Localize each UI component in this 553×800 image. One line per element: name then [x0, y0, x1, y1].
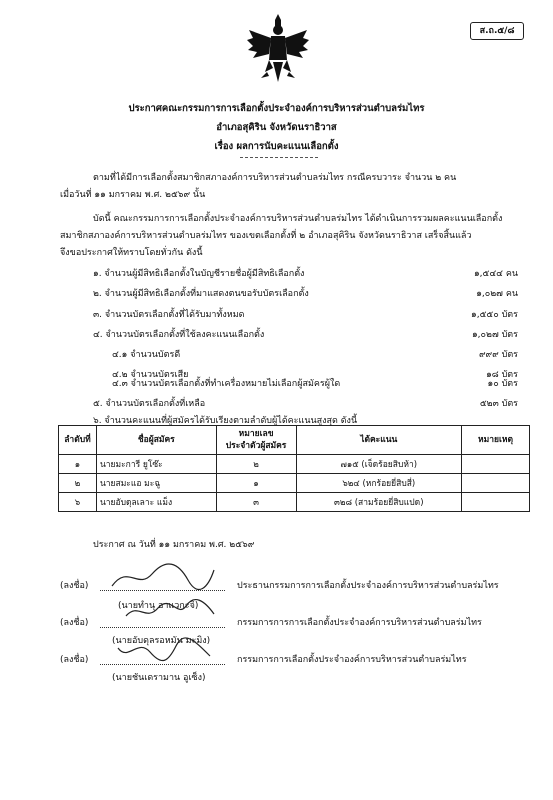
- item-value: ๑,๕๕๐ บัตร: [471, 310, 518, 320]
- cell-rank: ๑: [59, 455, 97, 474]
- intro-paragraph-2-line-3: จึงขอประกาศให้ทราบโดยทั่วกัน ดังนี้: [60, 248, 203, 258]
- signature-prefix: (ลงชื่อ): [60, 618, 89, 628]
- item-label: ๓. จำนวนบัตรเลือกตั้งที่ได้รับมาทั้งหมด: [93, 310, 245, 320]
- item-value: ๑,๕๔๔ คน: [473, 269, 518, 279]
- announce-date: ประกาศ ณ วันที่ ๑๑ มกราคม พ.ศ. ๒๕๖๙: [93, 540, 255, 550]
- item-label: ๒. จำนวนผู้มีสิทธิเลือกตั้งที่มาแสดงตนขอรับบัตรเลือกตั้ง: [93, 289, 309, 299]
- announcement-title: ประกาศคณะกรรมการการเลือกตั้งประจำองค์การบริหารส่วนตำบลร่มไทร: [128, 103, 425, 114]
- cell-remark: [462, 474, 530, 493]
- cell-remark: [462, 455, 530, 474]
- handwritten-signature: [114, 634, 214, 666]
- col-votes-header: ได้คะแนน: [296, 426, 462, 455]
- item-label: ๔.๑ จำนวนบัตรดี: [112, 350, 181, 360]
- item-value: ๑,๐๒๗ บัตร: [471, 330, 518, 340]
- header-separator: [240, 157, 318, 158]
- item-value: ๑๐ บัตร: [487, 379, 518, 389]
- signature-name: (นายชันเดรามาน อูเซ็ง): [112, 673, 206, 683]
- col-remark-header: หมายเหตุ: [462, 426, 530, 455]
- col-name-header: ชื่อผู้สมัคร: [96, 426, 216, 455]
- item-label: ๑. จำนวนผู้มีสิทธิเลือกตั้งในบัญชีรายชื่อผู้มีสิทธิเลือกตั้ง: [93, 269, 305, 279]
- signature-role: กรรมการการเลือกตั้งประจำองค์การบริหารส่วนตำบลร่มไทร: [237, 655, 467, 665]
- signature-prefix: (ลงชื่อ): [60, 581, 89, 591]
- table-row: [59, 455, 530, 474]
- cell-number: ๑: [216, 474, 296, 493]
- table-row: [59, 474, 530, 493]
- handwritten-signature: [120, 596, 220, 628]
- cell-votes: ๗๑๕ (เจ็ดร้อยสิบห้า): [296, 455, 462, 474]
- cell-number: ๒: [216, 455, 296, 474]
- form-code-box: ส.ถ.๕/๘: [470, 22, 524, 40]
- item-value: ๙๙๙ บัตร: [478, 350, 518, 360]
- announcement-district: อำเภอสุคิริน จังหวัดนราธิวาส: [216, 122, 337, 133]
- cell-rank: ๖: [59, 493, 97, 512]
- item-label: ๕. จำนวนบัตรเลือกตั้งที่เหลือ: [93, 399, 206, 409]
- col-rank-header: ลำดับที่: [59, 426, 97, 455]
- cell-votes: ๖๒๔ (หกร้อยยี่สิบสี่): [296, 474, 462, 493]
- signature-role: ประธานกรรมการการเลือกตั้งประจำองค์การบริหารส่วนตำบลร่มไทร: [237, 581, 499, 591]
- handwritten-signature: [108, 560, 218, 594]
- intro-paragraph-1-line-1: ตามที่ได้มีการเลือกตั้งสมาชิกสภาองค์การบริหารส่วนตำบลร่มไทร กรณีครบวาระ จำนวน ๒ คน: [93, 173, 457, 183]
- signature-name: (นายอับดุลรอหมัน มะมิง): [112, 636, 211, 646]
- item-label: ๔.๒ จำนวนบัตรเสีย: [112, 370, 189, 380]
- cell-name: นายสมะแอ มะฉู: [96, 474, 216, 493]
- signature-name: (นายทำนุ อาแวกะจิ): [118, 601, 199, 611]
- cell-number: ๓: [216, 493, 296, 512]
- intro-paragraph-2-line-1: บัดนี้ คณะกรรมการการเลือกตั้งประจำองค์การบริหารส่วนตำบลร่มไทร ได้ดำเนินการรวมผลคะแนนเลือกตั้ง: [93, 214, 503, 224]
- item-6-label: ๖. จำนวนคะแนนที่ผู้สมัครได้รับเรียงตามลำดับผู้ได้คะแนนสูงสุด ดังนี้: [93, 416, 358, 426]
- signature-prefix: (ลงชื่อ): [60, 655, 89, 665]
- cell-rank: ๒: [59, 474, 97, 493]
- item-value: ๑๘ บัตร: [486, 370, 518, 380]
- item-label: ๔. จำนวนบัตรเลือกตั้งที่ใช้ลงคะแนนเลือกตั้ง: [93, 330, 265, 340]
- intro-paragraph-2-line-2: สมาชิกสภาองค์การบริหารส่วนตำบลร่มไทร ของเขตเลือกตั้งที่ ๒ อำเภอสุคิริน จังหวัดนราธิวาส เสร็จสิ้นแล้ว: [60, 231, 472, 241]
- signature-role: กรรมการการการเลือกตั้งประจำองค์การบริหารส่วนตำบลร่มไทร: [237, 618, 482, 628]
- results-table: [58, 425, 530, 512]
- item-label: ๔.๓ จำนวนบัตรเลือกตั้งที่ทำเครื่องหมายไม่เลือกผู้สมัครผู้ใด: [112, 379, 341, 389]
- announcement-subject: เรื่อง ผลการนับคะแนนเลือกตั้ง: [214, 141, 339, 152]
- cell-name: นายมะการี ยูโซ๊ะ: [96, 455, 216, 474]
- table-header-row: [59, 426, 530, 455]
- cell-name: นายอับดุลเลาะ แม็ง: [96, 493, 216, 512]
- cell-remark: [462, 493, 530, 512]
- col-number-header: หมายเลข ประจำตัวผู้สมัคร: [216, 426, 296, 455]
- table-row: [59, 493, 530, 512]
- item-value: ๕๒๓ บัตร: [479, 399, 518, 409]
- cell-votes: ๓๒๘ (สามร้อยยี่สิบแปด): [296, 493, 462, 512]
- intro-paragraph-1-line-2: เมื่อวันที่ ๑๑ มกราคม พ.ศ. ๒๕๖๙ นั้น: [60, 190, 206, 200]
- garuda-emblem-icon: [245, 10, 311, 90]
- item-value: ๑,๐๒๗ คน: [476, 289, 518, 299]
